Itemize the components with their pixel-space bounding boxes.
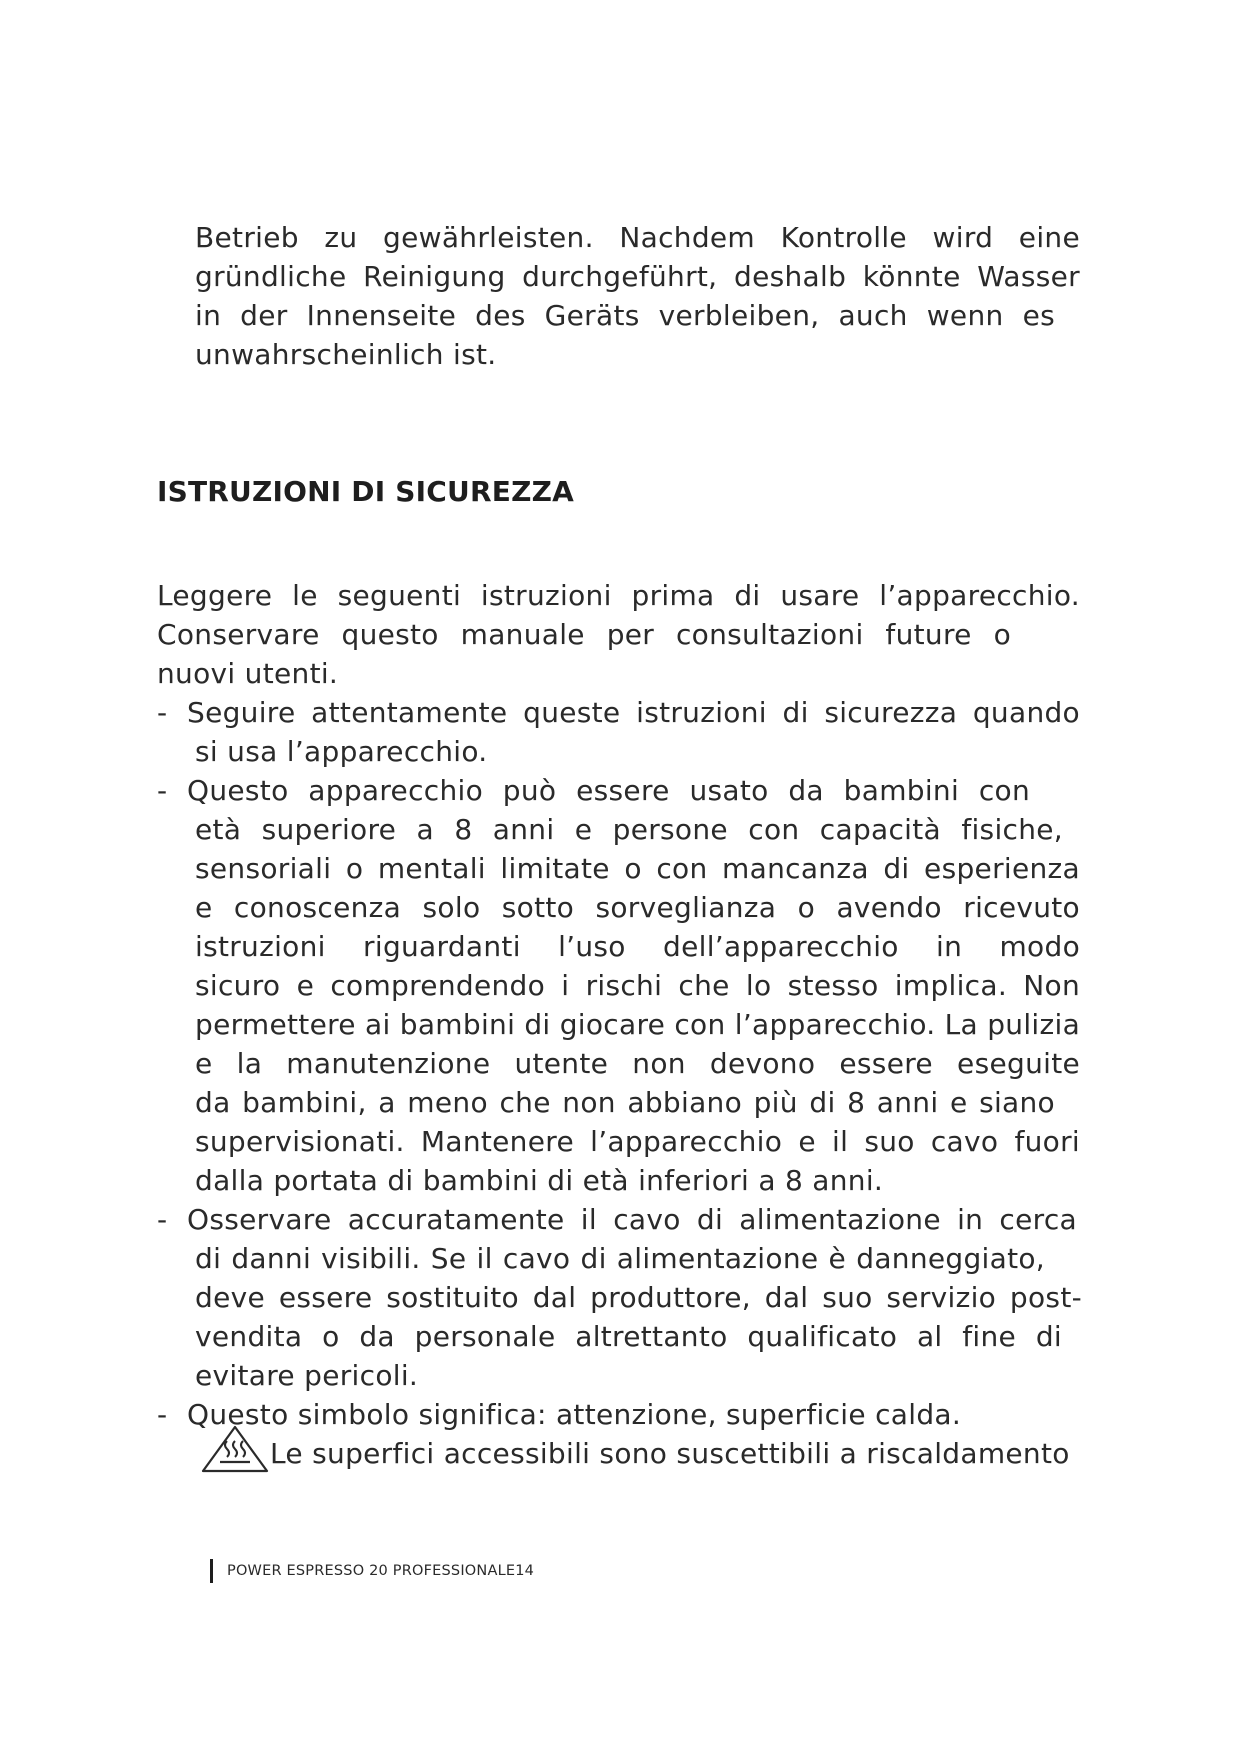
bullet-item: [157, 693, 1097, 771]
bullet-item: [157, 771, 1097, 1200]
bullet-line: sicuro e comprendendo i rischi che lo stesso implica. Non: [195, 969, 1080, 1002]
bullet-line: Questo simbolo significa: attenzione, superficie calda.: [187, 1398, 962, 1431]
bullet-line: evitare pericoli.: [195, 1359, 419, 1392]
bullet-line: istruzioni riguardanti l’uso dell’apparecchio in modo: [195, 930, 1080, 963]
intro-paragraph: [195, 218, 1080, 374]
lead-line: Conservare questo manuale per consultazioni future o: [157, 618, 1011, 651]
bullet-line: vendita o da personale altrettanto qualificato al fine di: [195, 1320, 1062, 1353]
bullet-marker: -: [157, 696, 168, 729]
hot-surface-warning-icon: [200, 1424, 270, 1474]
bullet-line: si usa l’apparecchio.: [195, 735, 488, 768]
page-footer: [210, 1559, 534, 1583]
bullet-line: supervisionati. Mantenere l’apparecchio e il suo cavo fuori: [195, 1125, 1080, 1158]
intro-line: gründliche Reinigung durchgeführt, deshalb könnte Wasser: [195, 260, 1080, 293]
bullet-line: di danni visibili. Se il cavo di alimentazione è danneggiato,: [195, 1242, 1045, 1275]
section-heading: ISTRUZIONI DI SICUREZZA: [157, 475, 574, 508]
bullet-marker: -: [157, 1398, 168, 1431]
warning-symbol-row: [157, 1434, 1097, 1473]
bullet-line: e conoscenza solo sotto sorveglianza o avendo ricevuto: [195, 891, 1080, 924]
bullet-line: Questo apparecchio può essere usato da bambini con: [187, 774, 1030, 807]
safety-bullet-list: [157, 693, 1097, 1473]
bullet-line: e la manutenzione utente non devono essere eseguite: [195, 1047, 1080, 1080]
intro-line: in der Innenseite des Geräts verbleiben, auch wenn es: [195, 299, 1055, 332]
intro-line: Betrieb zu gewährleisten. Nachdem Kontrolle wird eine: [195, 221, 1080, 254]
lead-paragraph: [157, 576, 1080, 693]
footer-text: POWER ESPRESSO 20 PROFESSIONALE14: [227, 1563, 535, 1579]
bullet-item: [157, 1395, 1097, 1473]
bullet-item: [157, 1200, 1097, 1395]
lead-line: Leggere le seguenti istruzioni prima di usare l’apparecchio.: [157, 579, 1080, 612]
bullet-line: deve essere sostituito dal produttore, dal suo servizio post-: [195, 1281, 1082, 1314]
intro-line: unwahrscheinlich ist.: [195, 338, 497, 371]
bullet-line: Seguire attentamente queste istruzioni di sicurezza quando: [187, 696, 1080, 729]
bullet-marker: -: [157, 1203, 168, 1236]
bullet-line: dalla portata di bambini di età inferiori a 8 anni.: [195, 1164, 884, 1197]
bullet-line: età superiore a 8 anni e persone con capacità fisiche,: [195, 813, 1063, 846]
bullet-line: sensoriali o mentali limitate o con mancanza di esperienza: [195, 852, 1080, 885]
footer-divider: [210, 1559, 213, 1583]
bullet-line: da bambini, a meno che non abbiano più di 8 anni e siano: [195, 1086, 1055, 1119]
bullet-line: Osservare accuratamente il cavo di alimentazione in cerca: [187, 1203, 1077, 1236]
bullet-line: permettere ai bambini di giocare con l’apparecchio. La pulizia: [195, 1008, 1080, 1041]
warning-symbol-text: Le superfici accessibili sono suscettibili a riscaldamento: [270, 1437, 1070, 1470]
bullet-marker: -: [157, 774, 168, 807]
lead-line: nuovi utenti.: [157, 657, 339, 690]
